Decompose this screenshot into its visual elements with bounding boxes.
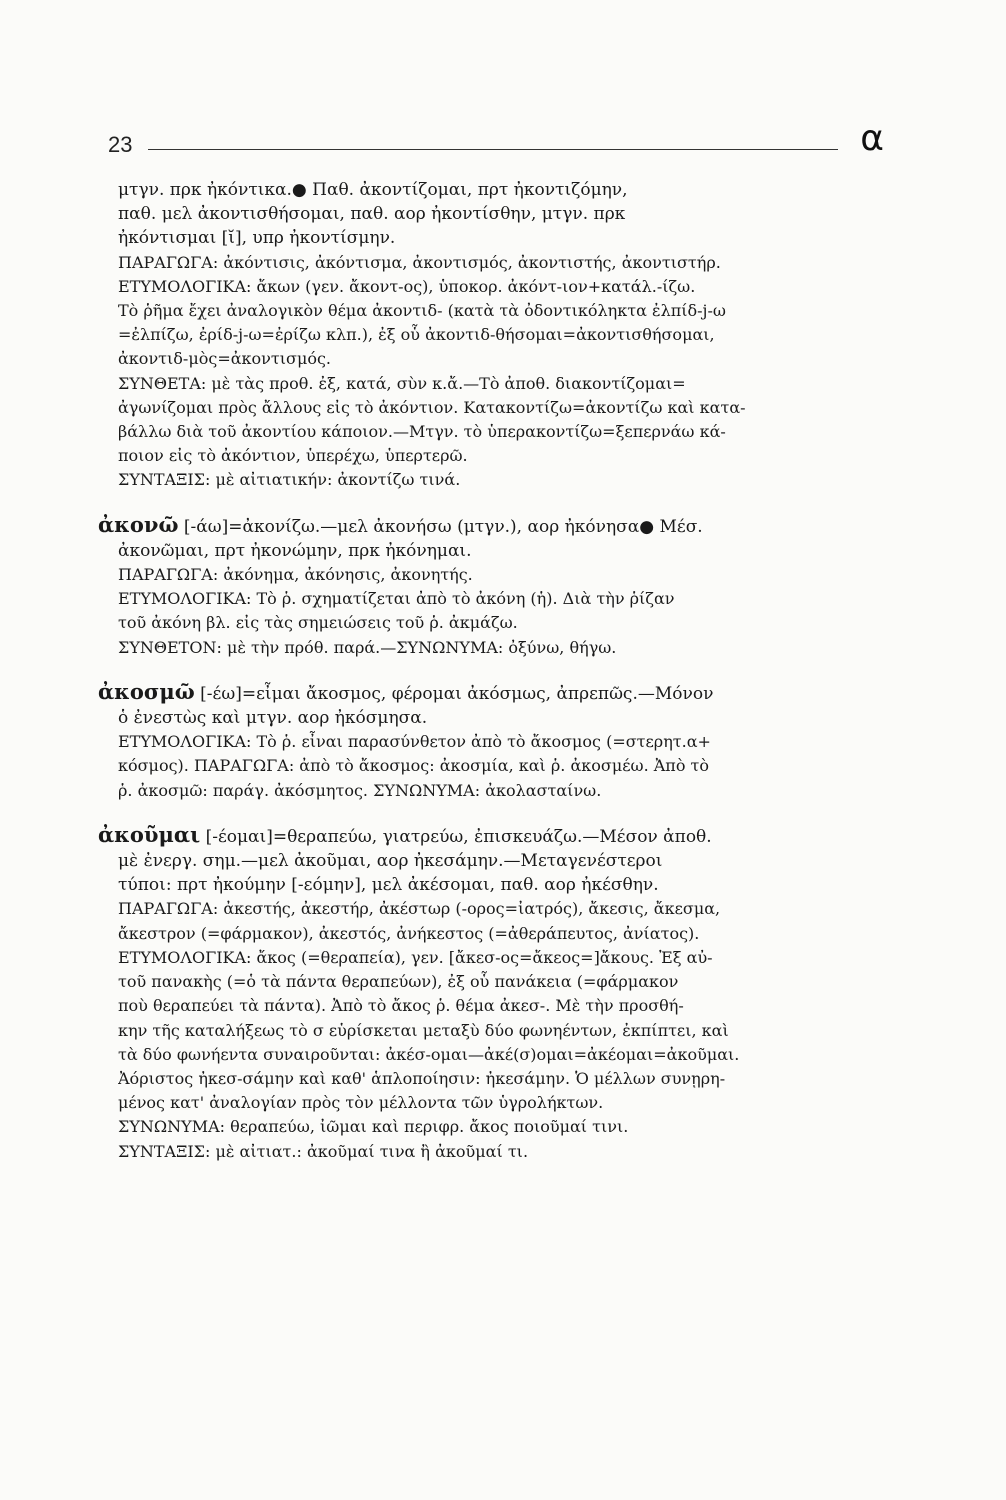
- text-line: μτγν. πρκ ἠκόντικα.● Παθ. ἀκοντίζομαι, πρτ ἠκοντιζόμην,: [118, 180, 628, 200]
- entry-first-line: [98, 680, 880, 706]
- text-line: ὁ ἐνεστὼς καὶ μτγν. αορ ἠκόσμησα.: [118, 708, 428, 729]
- text-line: μὲ ἐνεργ. σημ.—μελ ἀκοῦμαι, αορ ἠκεσάμην.—Μεταγενέστεροι: [118, 851, 663, 872]
- text-line: ΣΥΝΤΑΞΙΣ: μὲ αἰτιατ.: ἀκοῦμαί τινα ἢ ἀκοῦμαί τι.: [118, 1141, 529, 1161]
- text-line: τοῦ ἀκόνη βλ. εἰς τὰς σημειώσεις τοῦ ῥ. ἀκμάζω.: [118, 613, 518, 633]
- text-line: Τὸ ῥῆμα ἔχει ἀναλογικὸν θέμα ἀκοντιδ- (κατὰ τὰ ὀδοντικόληκτα ἐλπίδ-j-ω: [118, 301, 726, 321]
- text-line: ΠΑΡΑΓΩΓΑ: ἀκόντισις, ἀκόντισμα, ἀκοντισμός, ἀκοντιστής, ἀκοντιστήρ.: [118, 252, 721, 272]
- entry-first-line: [98, 823, 880, 849]
- headword: ἀκοῦμαι: [98, 822, 201, 847]
- section-letter: α: [860, 118, 884, 159]
- text-line: τύποι: πρτ ἠκούμην [-εόμην], μελ ἀκέσομαι, παθ. αορ ἠκέσθην.: [118, 875, 659, 896]
- entry-akosmo: [98, 679, 880, 803]
- text-line: ΠΑΡΑΓΩΓΑ: ἀκεστής, ἀκεστήρ, ἀκέστωρ (-ορος=ἰατρός), ἄκεσις, ἄκεσμα,: [118, 899, 721, 919]
- text-line: κην τῆς καταλήξεως τὸ σ εὑρίσκεται μεταξὺ δύο φωνηέντων, ἐκπίπτει, καὶ: [118, 1020, 729, 1040]
- headword: ἀκονῶ: [98, 512, 179, 537]
- text-line: ΣΥΝΤΑΞΙΣ: μὲ αἰτιατικήν: ἀκοντίζω τινά.: [118, 470, 461, 490]
- text-line: ἀκοντιδ-μὸς=ἀκοντισμός.: [118, 349, 332, 369]
- text-line: ἄκεστρον (=φάρμακον), ἀκεστός, ἀνήκεστος (=ἀθεράπευτος, ἀνίατος).: [118, 923, 700, 943]
- header-rule: [148, 149, 838, 150]
- entry-akoumai: [98, 822, 880, 1164]
- text-line: [-έομαι]=θεραπεύω, γιατρεύω, ἐπισκευάζω.—Μέσον ἀποθ.: [200, 826, 712, 847]
- entry-akono: [98, 512, 880, 660]
- headword: ἀκοσμῶ: [98, 679, 195, 704]
- entry-first-line: [98, 513, 880, 539]
- text-line: κόσμος). ΠΑΡΑΓΩΓΑ: ἀπὸ τὸ ἄκοσμος: ἀκοσμία, καὶ ῥ. ἀκοσμέω. Ἀπὸ τὸ: [118, 756, 710, 776]
- page-number: 23: [108, 132, 133, 157]
- page-header: [108, 118, 884, 164]
- text-line: =ἐλπίζω, ἐρίδ-j-ω=ἐρίζω κλπ.), ἐξ οὗ ἀκοντιδ-θήσομαι=ἀκοντισθήσομαι,: [118, 325, 715, 345]
- text-line: ἀκονῶμαι, πρτ ἠκονώμην, πρκ ἠκόνημαι.: [118, 540, 472, 561]
- text-line: ποὺ θεραπεύει τὰ πάντα). Ἀπὸ τὸ ἄκος ῥ. θέμα ἀκεσ-. Μὲ τὴν προσθή-: [118, 996, 684, 1016]
- text-line: τὰ δύο φωνήεντα συναιροῦνται: ἀκέσ-ομαι—ἀκέ(σ)ομαι=ἀκέομαι=ἀκοῦμαι.: [118, 1044, 740, 1064]
- text-line: [-άω]=ἀκονίζω.—μελ ἀκονήσω (μτγν.), αορ ἠκόνησα● Μέσ.: [178, 516, 703, 537]
- text-line: ΕΤΥΜΟΛΟΓΙΚΑ: Τὸ ῥ. σχηματίζεται ἀπὸ τὸ ἀκόνη (ἡ). Διὰ τὴν ῥίζαν: [118, 589, 675, 609]
- text-line: μένος κατ' ἀναλογίαν πρὸς τὸν μέλλοντα τῶν ὑγρολήκτων.: [118, 1093, 604, 1113]
- text-line: ΣΥΝΩΝΥΜΑ: θεραπεύω, ἰῶμαι καὶ περιφρ. ἄκος ποιοῦμαί τινι.: [118, 1117, 629, 1137]
- text-line: ΕΤΥΜΟΛΟΓΙΚΑ: ἄκων (γεν. ἄκοντ-ος), ὑποκορ. ἀκόντ-ιον+κατάλ.-ίζω.: [118, 276, 696, 296]
- text-line: ΣΥΝΘΕΤΑ: μὲ τὰς προθ. ἐξ, κατά, σὺν κ.ἄ.—Τὸ ἀποθ. διακοντίζομαι=: [118, 373, 686, 393]
- text-line: ἀγωνίζομαι πρὸς ἄλλους εἰς τὸ ἀκόντιον. Κατακοντίζω=ἀκοντίζω καὶ κατα-: [118, 397, 746, 417]
- text-line: τοῦ πανακὴς (=ὁ τὰ πάντα θεραπεύων), ἐξ οὗ πανάκεια (=φάρμακον: [118, 972, 679, 992]
- text-line: ΕΤΥΜΟΛΟΓΙΚΑ: Τὸ ῥ. εἶναι παρασύνθετον ἀπὸ τὸ ἄκοσμος (=στερητ.α+: [118, 732, 711, 752]
- text-line: παθ. μελ ἀκοντισθήσομαι, παθ. αορ ἠκοντίσθην, μτγν. πρκ: [118, 204, 626, 225]
- text-line: ΕΤΥΜΟΛΟΓΙΚΑ: ἄκος (=θεραπεία), γεν. [ἄκεσ-ος=ἄκεος=]ἄκους. Ἐξ αὐ-: [118, 947, 713, 967]
- text-line: βάλλω διὰ τοῦ ἀκοντίου κάποιον.—Μτγν. τὸ ὑπερακοντίζω=ξεπερνάω κά-: [118, 422, 726, 442]
- text-line: ποιον εἰς τὸ ἀκόντιον, ὑπερέχω, ὑπερτερῶ.: [118, 446, 468, 466]
- dictionary-text: [98, 178, 880, 1184]
- entry-continuation: [118, 178, 880, 493]
- text-line: ῥ. ἀκοσμῶ: παράγ. ἀκόσμητος. ΣΥΝΩΝΥΜΑ: ἀκολασταίνω.: [118, 780, 602, 800]
- text-line: ΠΑΡΑΓΩΓΑ: ἀκόνημα, ἀκόνησις, ἀκονητής.: [118, 565, 473, 585]
- text-line: ΣΥΝΘΕΤΟΝ: μὲ τὴν πρόθ. παρά.—ΣΥΝΩΝΥΜΑ: ὀξύνω, θήγω.: [118, 637, 617, 657]
- text-line: ἠκόντισμαι [ῐ], υπρ ἠκοντίσμην.: [118, 228, 396, 249]
- text-line: [-έω]=εἶμαι ἄκοσμος, φέρομαι ἀκόσμως, ἀπρεπῶς.—Μόνον: [194, 683, 714, 704]
- text-line: Ἀόριστος ἠκεσ-σάμην καὶ καθ' ἁπλοποίησιν: ἠκεσάμην. Ὁ μέλλων συνῃρη-: [118, 1068, 726, 1088]
